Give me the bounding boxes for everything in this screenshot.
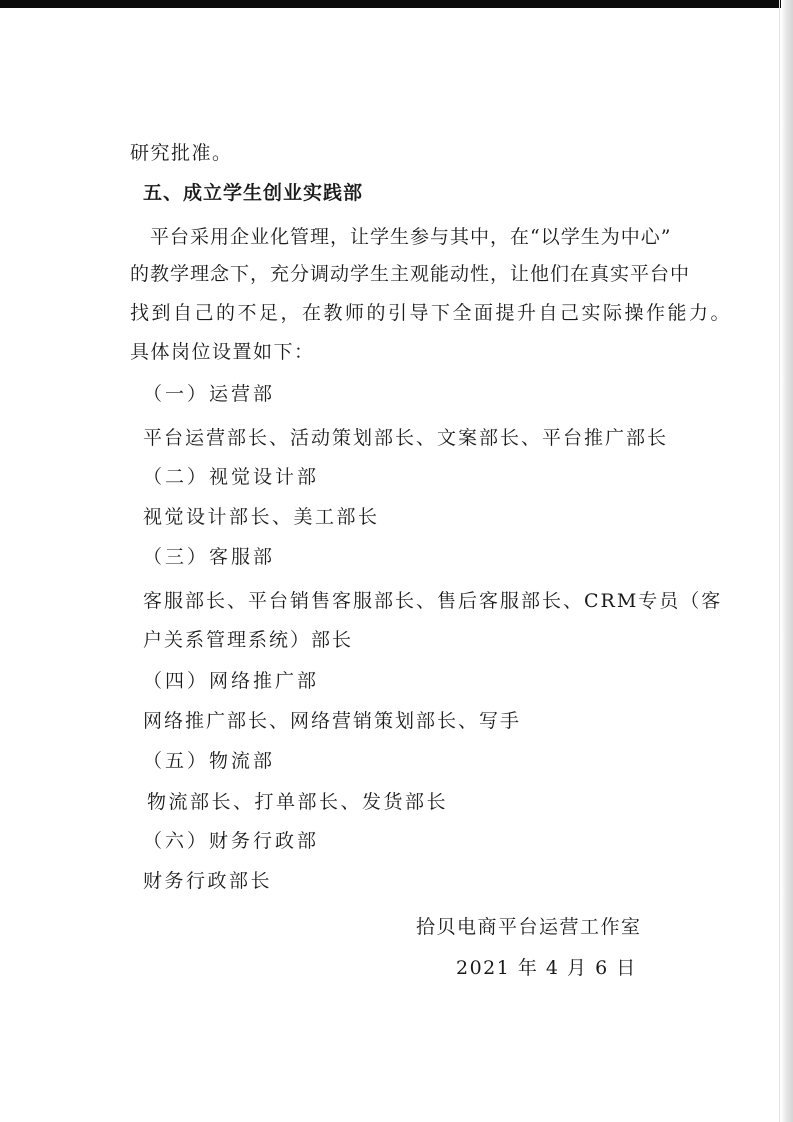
scan-edge-top (0, 0, 793, 8)
department-heading-5: （五）物流部 (143, 750, 276, 772)
department-positions-3b: 户关系管理系统）部长 (143, 629, 354, 651)
department-positions-5: 物流部长、打单部长、发货部长 (147, 791, 449, 813)
department-positions-1: 平台运营部长、活动策划部长、文案部长、平台推广部长 (143, 427, 669, 449)
department-positions-6: 财务行政部长 (143, 870, 273, 892)
department-positions-2: 视觉设计部长、美工部长 (143, 506, 380, 528)
department-heading-3: （三）客服部 (143, 546, 276, 568)
department-heading-4: （四）网络推广部 (143, 670, 320, 692)
intro-line-2: 的教学理念下，充分调动学生主观能动性，让他们在真实平台中 (130, 263, 691, 285)
section-heading: 五、成立学生创业实践部 (143, 182, 364, 204)
department-heading-6: （六）财务行政部 (143, 830, 320, 852)
signature-date: 2021 年 4 月 6 日 (456, 957, 637, 979)
department-positions-3a: 客服部长、平台销售客服部长、售后客服部长、CRM专员（客 (143, 590, 723, 612)
intro-line-3: 找到自己的不足，在教师的引导下全面提升自己实际操作能力。 (130, 302, 733, 324)
department-heading-1: （一）运营部 (143, 383, 276, 405)
department-positions-4: 网络推广部长、网络营销策划部长、写手 (143, 710, 522, 732)
signature-organization: 拾贝电商平台运营工作室 (416, 916, 642, 938)
scan-edge-right (781, 0, 793, 1122)
continuation-text: 研究批准。 (130, 142, 233, 164)
intro-line-4: 具体岗位设置如下： (130, 341, 315, 363)
intro-line-1: 平台采用企业化管理，让学生参与其中，在“以学生为中心” (150, 226, 672, 248)
department-heading-2: （二）视觉设计部 (143, 466, 320, 488)
scan-edge-line (779, 0, 780, 1122)
